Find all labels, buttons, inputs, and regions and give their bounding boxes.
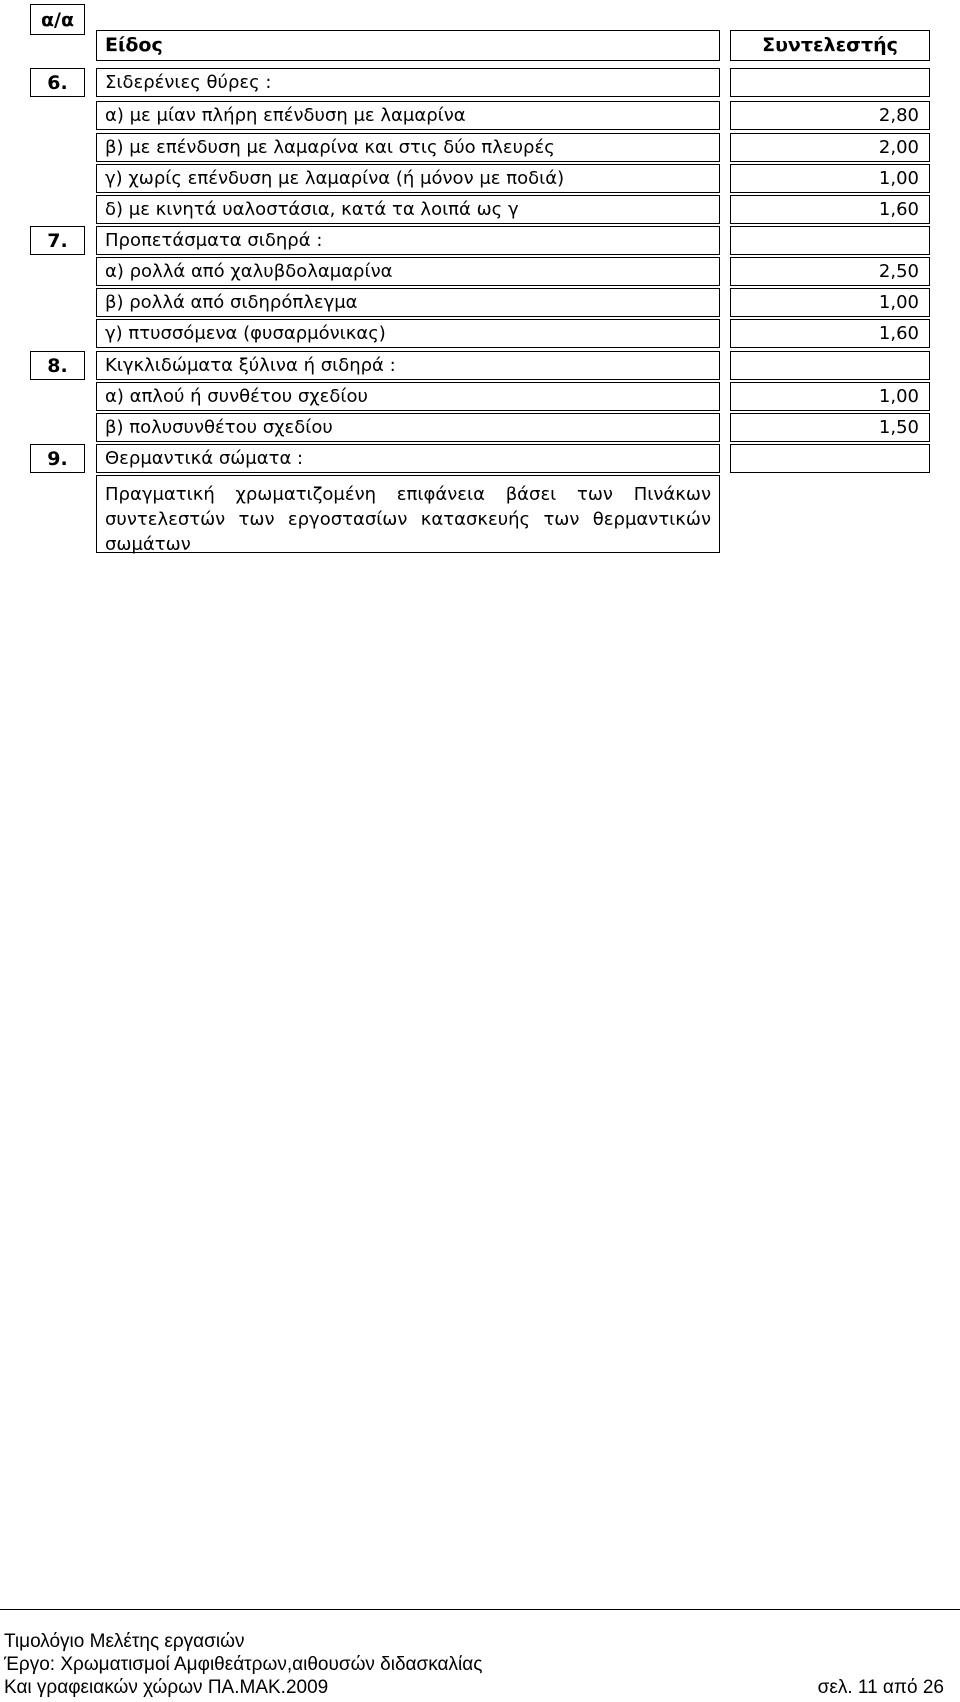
row-label: β) πολυσυνθέτου σχεδίου	[105, 417, 333, 438]
header-item-label: Είδος	[105, 34, 163, 56]
coefficient-cell	[730, 413, 930, 442]
section-number: 7.	[47, 230, 68, 252]
row-value: 1,50	[878, 417, 919, 438]
footer-line-2: Έργο: Χρωματισμοί Αμφιθεάτρων,αιθουσών διδασκαλίας	[4, 1654, 483, 1675]
section-paragraph-cell	[96, 475, 720, 553]
coefficient-cell	[730, 101, 930, 130]
row-label: α) με μίαν πλήρη επένδυση με λαμαρίνα	[105, 105, 466, 126]
header-item-cell	[96, 30, 720, 61]
footer-line-1: Τιμολόγιο Μελέτης εργασιών	[4, 1631, 245, 1652]
row-value: 1,00	[878, 386, 919, 407]
row-value: 2,80	[878, 105, 919, 126]
section-title: Προπετάσματα σιδηρά :	[105, 230, 323, 251]
row-label: β) με επένδυση με λαμαρίνα και στις δύο πλευρές	[105, 137, 555, 158]
header-coefficient-cell	[730, 30, 930, 61]
table-row	[96, 382, 720, 411]
row-label: γ) χωρίς επένδυση με λαμαρίνα (ή μόνον με ποδιά)	[105, 168, 565, 189]
table-row	[96, 319, 720, 348]
table-row	[96, 101, 720, 130]
row-value: 1,60	[878, 323, 919, 344]
row-value: 1,60	[878, 199, 919, 220]
coefficient-cell-empty	[730, 351, 930, 380]
coefficient-cell	[730, 195, 930, 224]
header-aa-cell	[30, 4, 85, 35]
section-title-cell	[96, 226, 720, 255]
table-row	[96, 288, 720, 317]
coefficient-cell-empty	[730, 444, 930, 473]
row-label: γ) πτυσσόμενα (φυσαρμόνικας)	[105, 323, 386, 344]
section-number: 6.	[47, 72, 68, 94]
section-title: Σιδερένιες θύρες :	[105, 72, 272, 93]
row-label: α) ρολλά από χαλυβδολαμαρίνα	[105, 261, 393, 282]
section-number-cell	[30, 351, 85, 380]
coefficient-cell	[730, 319, 930, 348]
coefficient-cell	[730, 257, 930, 286]
row-label: α) απλού ή συνθέτου σχεδίου	[105, 386, 368, 407]
table-row	[96, 164, 720, 193]
coefficient-cell	[730, 133, 930, 162]
row-label: β) ρολλά από σιδηρόπλεγμα	[105, 292, 358, 313]
footer-line-3: Και γραφειακών χώρων ΠΑ.ΜΑΚ.2009	[4, 1677, 329, 1698]
row-value: 1,00	[878, 292, 919, 313]
section-title-cell	[96, 68, 720, 97]
row-value: 1,00	[878, 168, 919, 189]
row-label: δ) με κινητά υαλοστάσια, κατά τα λοιπά ως γ	[105, 199, 519, 220]
coefficient-cell	[730, 382, 930, 411]
coefficient-cell-empty	[730, 226, 930, 255]
row-value: 2,50	[878, 261, 919, 282]
section-paragraph: Πραγματική χρωματιζομένη επιφάνεια βάσει των Πινάκων συντελεστών των εργοστασίων κατασκευής των θερμαντικών σωμάτων	[105, 484, 711, 555]
coefficient-cell	[730, 288, 930, 317]
footer-page-number: σελ. 11 από 26	[817, 1677, 944, 1698]
row-value: 2,00	[878, 137, 919, 158]
section-number: 9.	[47, 448, 68, 470]
coefficient-cell-empty	[730, 68, 930, 97]
section-title-cell	[96, 444, 720, 473]
header-coefficient-label: Συντελεστής	[762, 34, 898, 56]
section-title: Θερμαντικά σώματα :	[105, 448, 304, 469]
table-row	[96, 257, 720, 286]
footer-rule	[0, 1609, 960, 1610]
section-number-cell	[30, 444, 85, 473]
section-title: Κιγκλιδώματα ξύλινα ή σιδηρά :	[105, 355, 396, 376]
header-aa-label: α/α	[40, 9, 75, 31]
section-number-cell	[30, 226, 85, 255]
table-row	[96, 413, 720, 442]
table-row	[96, 133, 720, 162]
coefficient-cell	[730, 164, 930, 193]
section-number-cell	[30, 68, 85, 97]
section-number: 8.	[47, 355, 68, 377]
section-title-cell	[96, 351, 720, 380]
table-row	[96, 195, 720, 224]
